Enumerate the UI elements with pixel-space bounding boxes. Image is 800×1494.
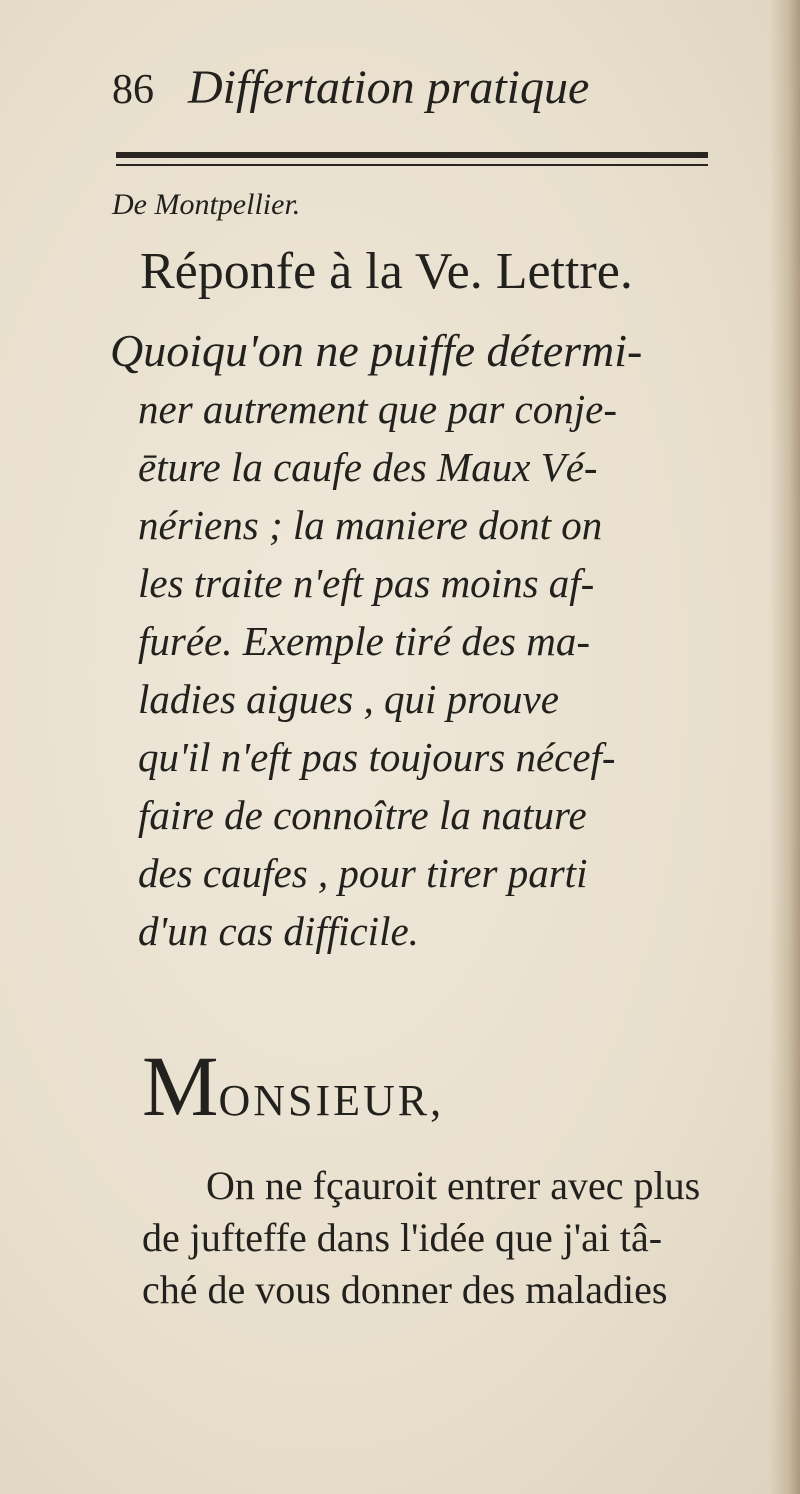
summary-line: ner autrement que par conje- (138, 386, 617, 432)
letter-body (142, 1160, 762, 1316)
salutation-rest: ONSIEUR, (218, 1076, 445, 1125)
summary-line: Quoiqu'on ne puiffe détermi- (110, 325, 643, 376)
running-head (112, 60, 732, 130)
summary-line: nériens ; la maniere dont on (138, 502, 603, 548)
summary-line: d'un cas difficile. (138, 908, 419, 954)
summary-line: furée. Exemple tiré des ma- (138, 618, 590, 664)
body-line: de jufteffe dans l'idée que j'ai tâ- (142, 1215, 663, 1260)
summary-line: qu'il n'eft pas toujours nécef- (138, 734, 616, 780)
running-head-title: Differtation pratique (188, 61, 590, 114)
summary-line: faire de connoître la nature (138, 792, 587, 838)
salutation-initial: M (142, 1038, 219, 1134)
salutation (142, 1036, 444, 1136)
summary-line: ēture la caufe des Maux Vé- (138, 444, 598, 490)
summary-line: ladies aigues , qui prouve (138, 676, 559, 722)
body-line: On ne fçauroit entrer avec plus (206, 1163, 701, 1208)
header-rule-thick (116, 152, 708, 158)
summary-line: des caufes , pour tirer parti (138, 850, 588, 896)
page-edge-shadow (770, 0, 800, 1494)
summary-line: les traite n'eft pas moins af- (138, 560, 595, 606)
body-line: ché de vous donner des maladies (142, 1267, 668, 1312)
header-rule-thin (116, 164, 708, 166)
letter-title: Réponfe à la Ve. Lettre. (140, 243, 633, 300)
page-number: 86 (112, 67, 154, 113)
letter-origin: De Montpellier. (112, 188, 301, 221)
letter-summary (110, 322, 750, 960)
